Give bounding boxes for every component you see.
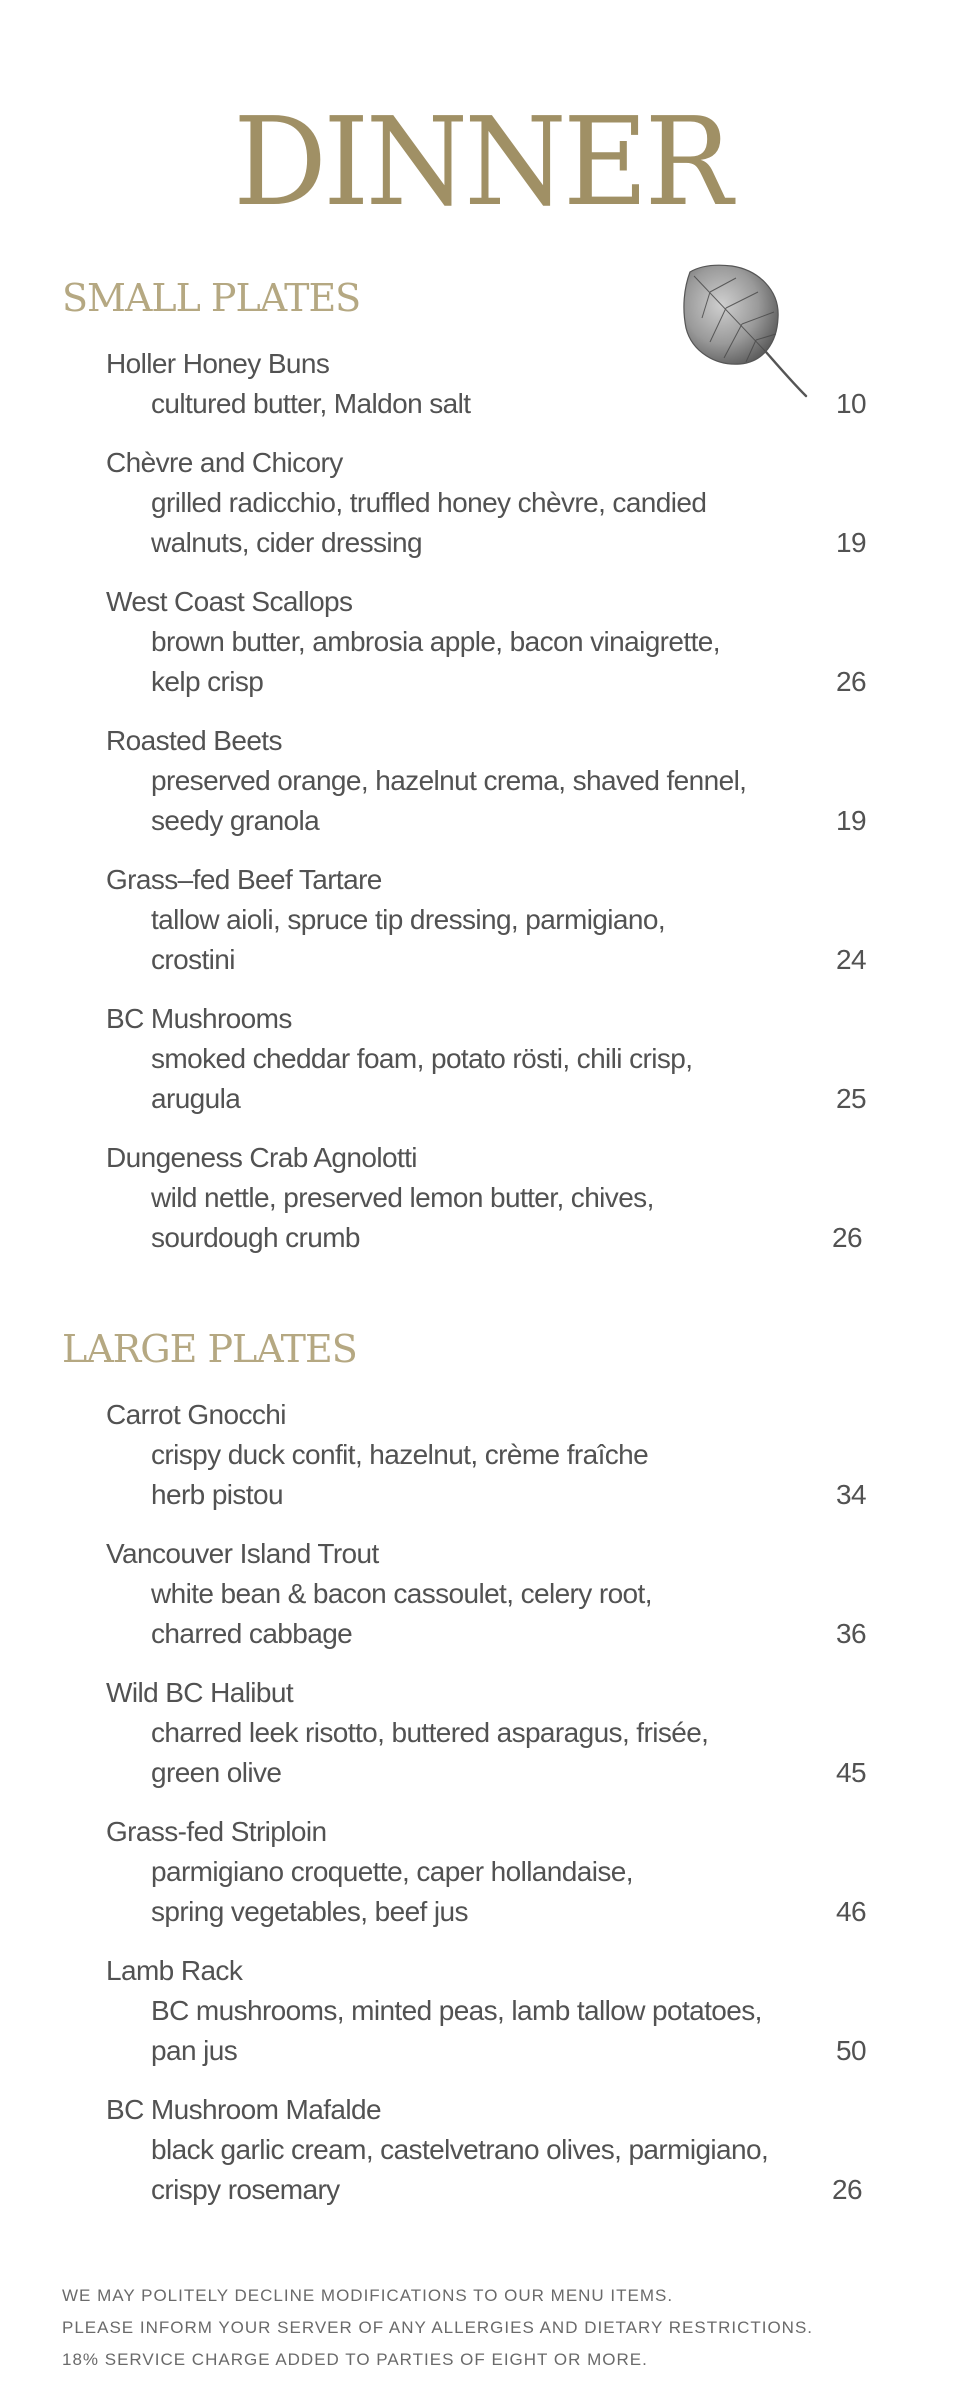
item-description-line: BC mushrooms, minted peas, lamb tallow potatoes,: [151, 1995, 762, 2026]
item-description-line: green olive: [151, 1757, 282, 1788]
menu-item: [106, 999, 866, 1119]
item-price: 26: [836, 666, 866, 697]
item-price: 34: [836, 1479, 866, 1510]
item-price: 10: [836, 388, 866, 419]
menu-item: [106, 582, 866, 702]
menu-item: [106, 443, 866, 563]
menu-item: [106, 2090, 866, 2210]
item-description-line: crostini: [151, 944, 235, 975]
item-description: [151, 1991, 791, 2071]
item-description-line: sourdough crumb: [151, 1222, 360, 1253]
item-description-line: walnuts, cider dressing: [151, 527, 422, 558]
item-description-line: spring vegetables, beef jus: [151, 1896, 468, 1927]
item-description: [151, 622, 791, 702]
item-name: BC Mushrooms: [106, 1003, 292, 1034]
item-name: Holler Honey Buns: [106, 348, 330, 379]
item-description-line: white bean & bacon cassoulet, celery root,: [151, 1578, 652, 1609]
item-price: 50: [836, 2035, 866, 2066]
item-description-line: pan jus: [151, 2035, 238, 2066]
item-description: [151, 900, 791, 980]
item-description-line: kelp crisp: [151, 666, 264, 697]
section-title-small-plates: SMALL PLATES: [62, 276, 361, 320]
section-title-large-plates: LARGE PLATES: [62, 1327, 357, 1371]
item-description-line: grilled radicchio, truffled honey chèvre, candied: [151, 487, 707, 518]
item-description: [151, 1039, 791, 1119]
page-title: DINNER: [233, 91, 729, 233]
footer-note-service-charge: 18% SERVICE CHARGE ADDED TO PARTIES OF EIGHT OR MORE.: [62, 2350, 648, 2369]
item-description: [151, 1178, 791, 1258]
item-price: 24: [836, 944, 866, 975]
item-description: [151, 1713, 791, 1793]
footer-note-allergies: PLEASE INFORM YOUR SERVER OF ANY ALLERGIES AND DIETARY RESTRICTIONS.: [62, 2318, 814, 2337]
item-description-line: charred leek risotto, buttered asparagus, frisée,: [151, 1717, 709, 1748]
item-price: 46: [836, 1896, 866, 1927]
item-description-line: preserved orange, hazelnut crema, shaved fennel,: [151, 765, 747, 796]
item-price: 26: [832, 2174, 862, 2205]
item-name: Wild BC Halibut: [106, 1677, 294, 1708]
item-description-line: wild nettle, preserved lemon butter, chives,: [151, 1182, 654, 1213]
menu-item: [106, 344, 866, 424]
item-description-line: charred cabbage: [151, 1618, 353, 1649]
item-price: 26: [832, 1222, 862, 1253]
item-description-line: crispy rosemary: [151, 2174, 340, 2205]
item-description-line: crispy duck confit, hazelnut, crème fraîche: [151, 1439, 649, 1470]
footer-notes: [62, 2280, 813, 2376]
item-name: Chèvre and Chicory: [106, 447, 343, 478]
item-price: 36: [836, 1618, 866, 1649]
item-name: Vancouver Island Trout: [106, 1538, 379, 1569]
item-description-line: seedy granola: [151, 805, 320, 836]
item-price: 19: [836, 805, 866, 836]
item-description-line: tallow aioli, spruce tip dressing, parmigiano,: [151, 904, 665, 935]
menu-item: [106, 1673, 866, 1793]
item-description: [151, 2130, 791, 2210]
item-description: [151, 384, 791, 424]
item-price: 45: [836, 1757, 866, 1788]
item-description-line: parmigiano croquette, caper hollandaise,: [151, 1856, 633, 1887]
item-name: Dungeness Crab Agnolotti: [106, 1142, 417, 1173]
menu-item: [106, 721, 866, 841]
item-description: [151, 761, 791, 841]
item-name: West Coast Scallops: [106, 586, 353, 617]
item-description: [151, 483, 791, 563]
menu-item: [106, 1812, 866, 1932]
menu-item: [106, 1534, 866, 1654]
item-description-line: smoked cheddar foam, potato rösti, chili crisp,: [151, 1043, 693, 1074]
item-description-line: brown butter, ambrosia apple, bacon vinaigrette,: [151, 626, 720, 657]
item-name: Grass–fed Beef Tartare: [106, 864, 382, 895]
item-name: Grass-fed Striploin: [106, 1816, 327, 1847]
item-name: Roasted Beets: [106, 725, 282, 756]
item-description: [151, 1435, 791, 1515]
item-name: Carrot Gnocchi: [106, 1399, 286, 1430]
item-description-line: black garlic cream, castelvetrano olives, parmigiano,: [151, 2134, 769, 2165]
item-price: 25: [836, 1083, 866, 1114]
item-price: 19: [836, 527, 866, 558]
item-description-line: herb pistou: [151, 1479, 283, 1510]
footer-note-modifications: WE MAY POLITELY DECLINE MODIFICATIONS TO OUR MENU ITEMS.: [62, 2286, 674, 2305]
menu-item: [106, 1138, 866, 1258]
menu-item: [106, 860, 866, 980]
item-description: [151, 1574, 791, 1654]
item-name: BC Mushroom Mafalde: [106, 2094, 381, 2125]
menu-item: [106, 1951, 866, 2071]
item-description-line: arugula: [151, 1083, 241, 1114]
item-description: [151, 1852, 791, 1932]
menu-item: [106, 1395, 866, 1515]
item-name: Lamb Rack: [106, 1955, 243, 1986]
item-description-line: cultured butter, Maldon salt: [151, 388, 471, 419]
